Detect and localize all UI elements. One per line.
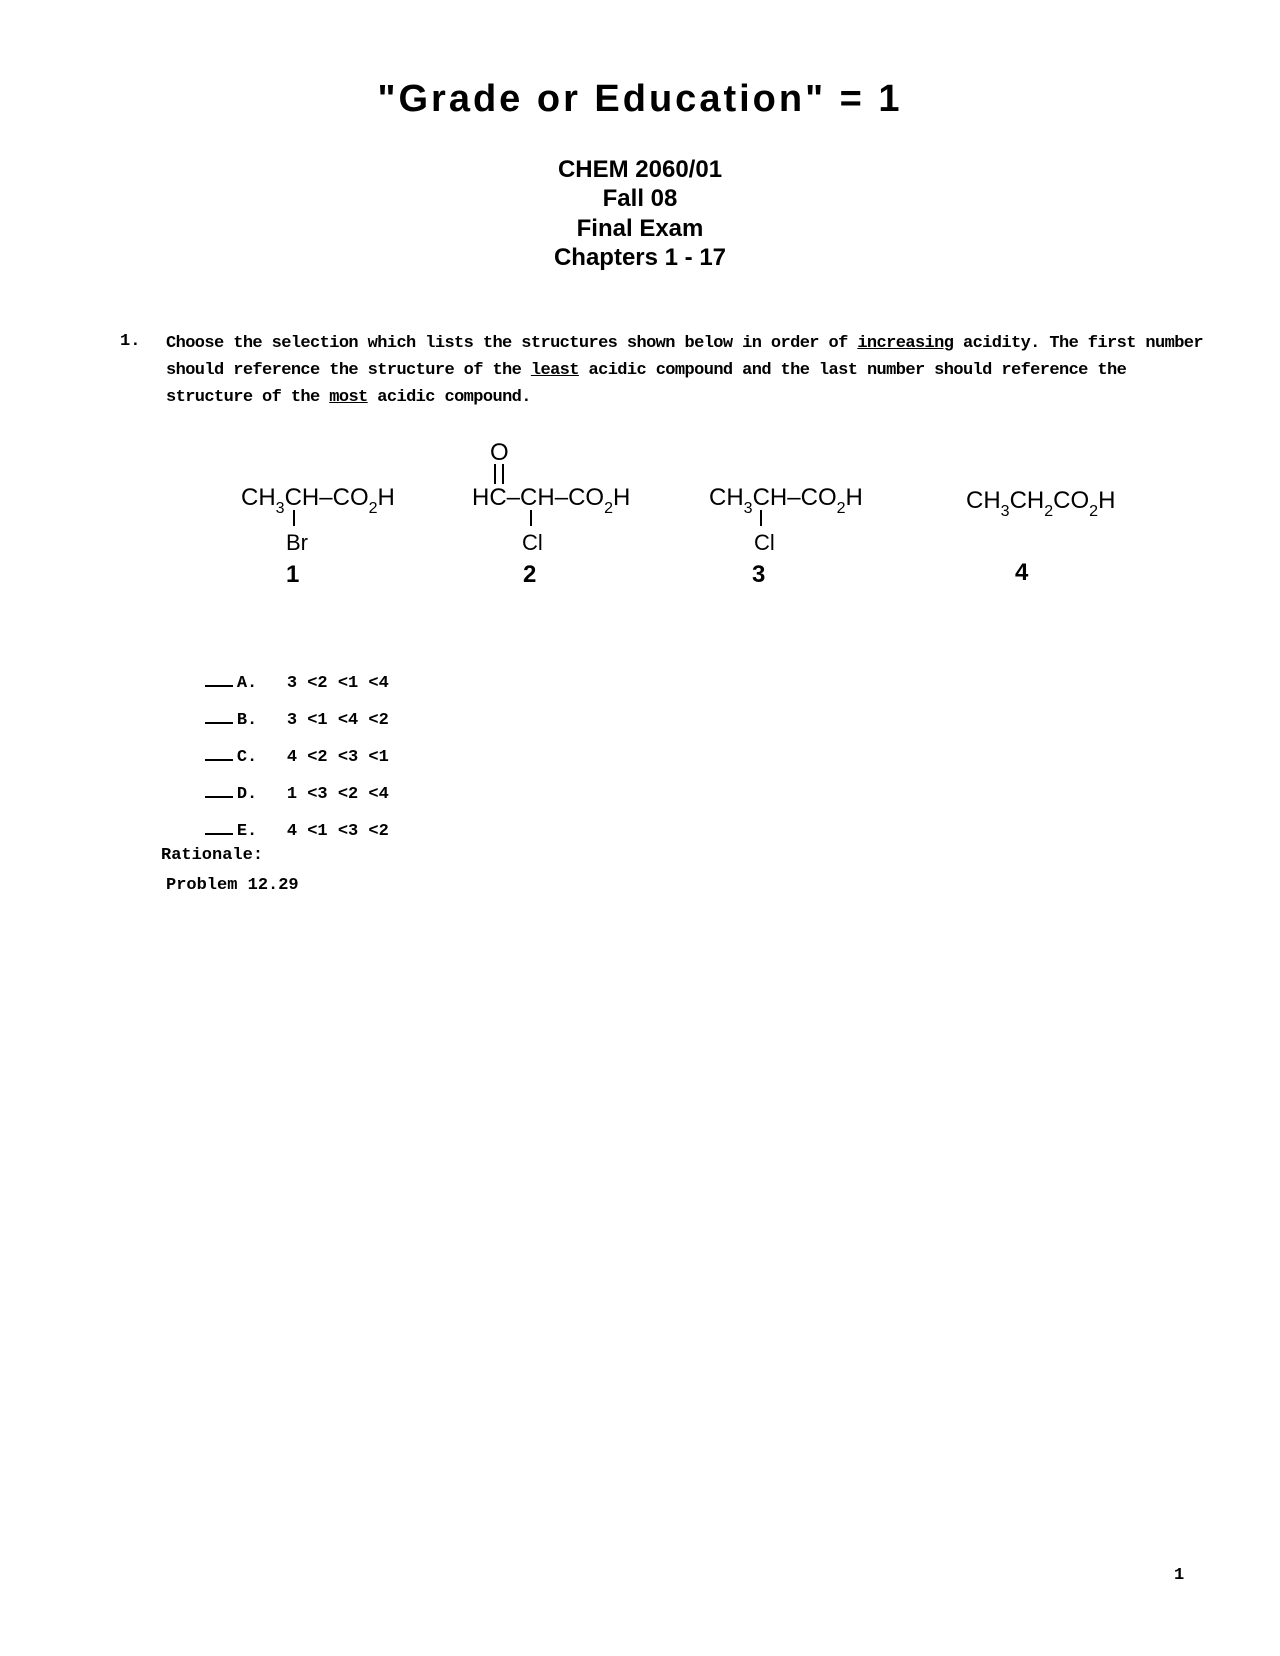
structure-2-oxygen: O	[490, 439, 509, 466]
answer-blank[interactable]	[205, 671, 233, 687]
exam-name: Final Exam	[576, 215, 704, 242]
structures-svg	[0, 430, 1280, 600]
question-text-part: acidic compound.	[367, 388, 531, 407]
choice-order: 1 <3 <2 <4	[286, 785, 389, 804]
structure-1	[241, 484, 395, 588]
choice-order: 4 <1 <3 <2	[286, 822, 389, 841]
structure-3-formula: $CH_3CH-CO_2H$	[709, 484, 863, 517]
structure-4-label: 4	[1015, 559, 1029, 586]
course-code: CHEM 2060/01	[557, 156, 723, 183]
answer-blank[interactable]	[205, 782, 233, 798]
choice-letter: D.	[236, 785, 258, 804]
choice-letter: A.	[236, 674, 258, 693]
choice-letter: E.	[236, 822, 258, 841]
structure-3-substituent: Cl	[754, 530, 775, 555]
structures-area	[0, 430, 1280, 600]
emphasis-most: most	[329, 388, 368, 407]
answer-blank[interactable]	[205, 819, 233, 835]
page-number: 1	[1174, 1566, 1185, 1585]
structure-3	[709, 484, 863, 588]
structure-4	[966, 487, 1115, 586]
structure-2-label: 2	[523, 561, 537, 588]
question-text-part: Choose the selection which lists the structures shown below in order of	[166, 334, 858, 353]
rationale-label: Rationale:	[161, 846, 264, 865]
choice-order: 3 <2 <1 <4	[286, 674, 389, 693]
answer-blank[interactable]	[205, 708, 233, 724]
question-text-part: acidic compound and the last number should reference the structure of the	[166, 361, 1127, 407]
structure-1-label: 1	[286, 561, 300, 588]
structure-1-substituent: Br	[286, 530, 308, 555]
question-number: 1.	[120, 332, 141, 351]
rationale-text: Problem 12.29	[166, 876, 299, 895]
structure-2-substituent: Cl	[522, 530, 543, 555]
question-text-part: acidity. The first number should reference the structure of the	[166, 334, 1204, 380]
structure-3-label: 3	[752, 561, 766, 588]
term: Fall 08	[602, 185, 678, 212]
choice-letter: C.	[236, 748, 258, 767]
structure-2	[472, 439, 630, 588]
chapters: Chapters 1 - 17	[553, 244, 727, 271]
structure-4-formula: $CH_3CH_2CO_2H$	[966, 487, 1116, 520]
answer-blank[interactable]	[205, 745, 233, 761]
choice-order: 3 <1 <4 <2	[286, 711, 389, 730]
emphasis-least: least	[530, 361, 579, 380]
choice-letter: B.	[236, 711, 258, 730]
structure-2-formula: $HC-CH-CO_2H$	[472, 484, 631, 517]
page-title: "Grade or Education" = 1	[377, 78, 903, 120]
choice-order: 4 <2 <3 <1	[286, 748, 389, 767]
question-text	[166, 330, 1206, 411]
emphasis-increasing: increasing	[857, 334, 954, 353]
structure-1-formula: $CH_3CH-CO_2H$	[241, 484, 395, 517]
